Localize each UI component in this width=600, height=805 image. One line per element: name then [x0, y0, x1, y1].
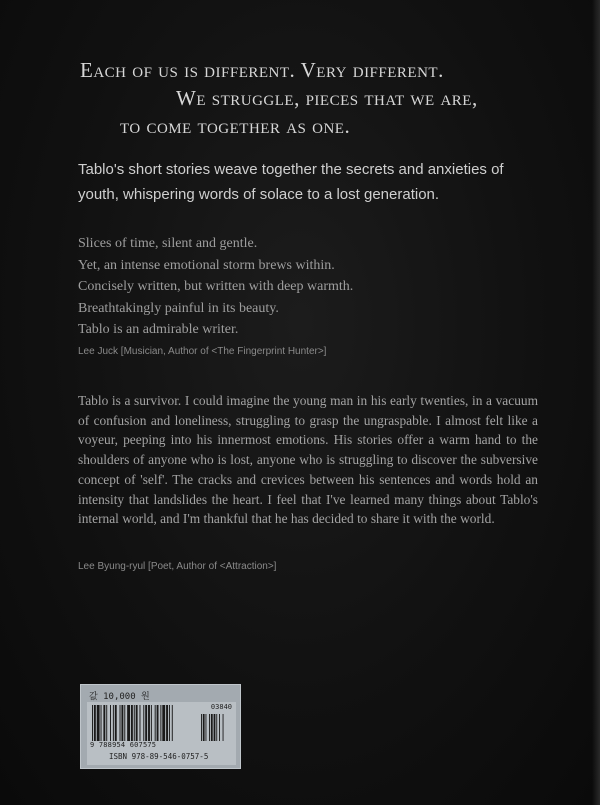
headline-line-3: to come together as one.: [120, 114, 351, 138]
review-essay: Tablo is a survivor. I could imagine the young man in his early twenties, in a vacuum of confusion and loneliness, struggling to grasp the ungraspable. I almost felt like a voyeur, peeping into his innermost emotions. His stories offer a warm hand to the shoulders of anyone who is lost, anyone who is struggling to discover the subversive concept of 'self'. The cracks and crevices between his sentences and words hold an intensity that landslides the heart. I feel that I've learned many things about Tablo's internal world, and I'm thankful that he has decided to share it with the world.: [78, 393, 538, 527]
poem-line: Tablo is an admirable writer.: [78, 322, 239, 337]
barcode-area: [87, 702, 236, 765]
book-blurb: Tablo's short stories weave together the secrets and anxieties of youth, whispering words of solace to a lost generation.: [78, 161, 504, 203]
barcode-digits: 9 788954 607575: [90, 741, 157, 749]
price-barcode-sticker: [80, 684, 241, 769]
poem-line: Slices of time, silent and gentle.: [78, 236, 258, 251]
price-label: 값 10,000 원: [89, 692, 150, 702]
poem-line: Concisely written, but written with deep warmth.: [78, 279, 354, 294]
poem-line: Breathtakingly painful in its beauty.: [78, 300, 279, 316]
poem-attribution: Lee Juck [Musician, Author of <The Fingerprint Hunter>]: [78, 346, 327, 357]
essay-attribution: Lee Byung-ryul [Poet, Author of <Attraction>]: [78, 561, 277, 572]
headline-line-1: Each of us is different. Very different.: [80, 58, 444, 82]
isbn-number: ISBN 978-89-546-0757-5: [109, 752, 209, 761]
poem-line: Yet, an intense emotional storm brews within.: [78, 257, 335, 273]
headline-line-2: We struggle, pieces that we are,: [176, 86, 478, 110]
review-poem: [78, 233, 548, 341]
addon-code: 03840: [210, 703, 232, 711]
